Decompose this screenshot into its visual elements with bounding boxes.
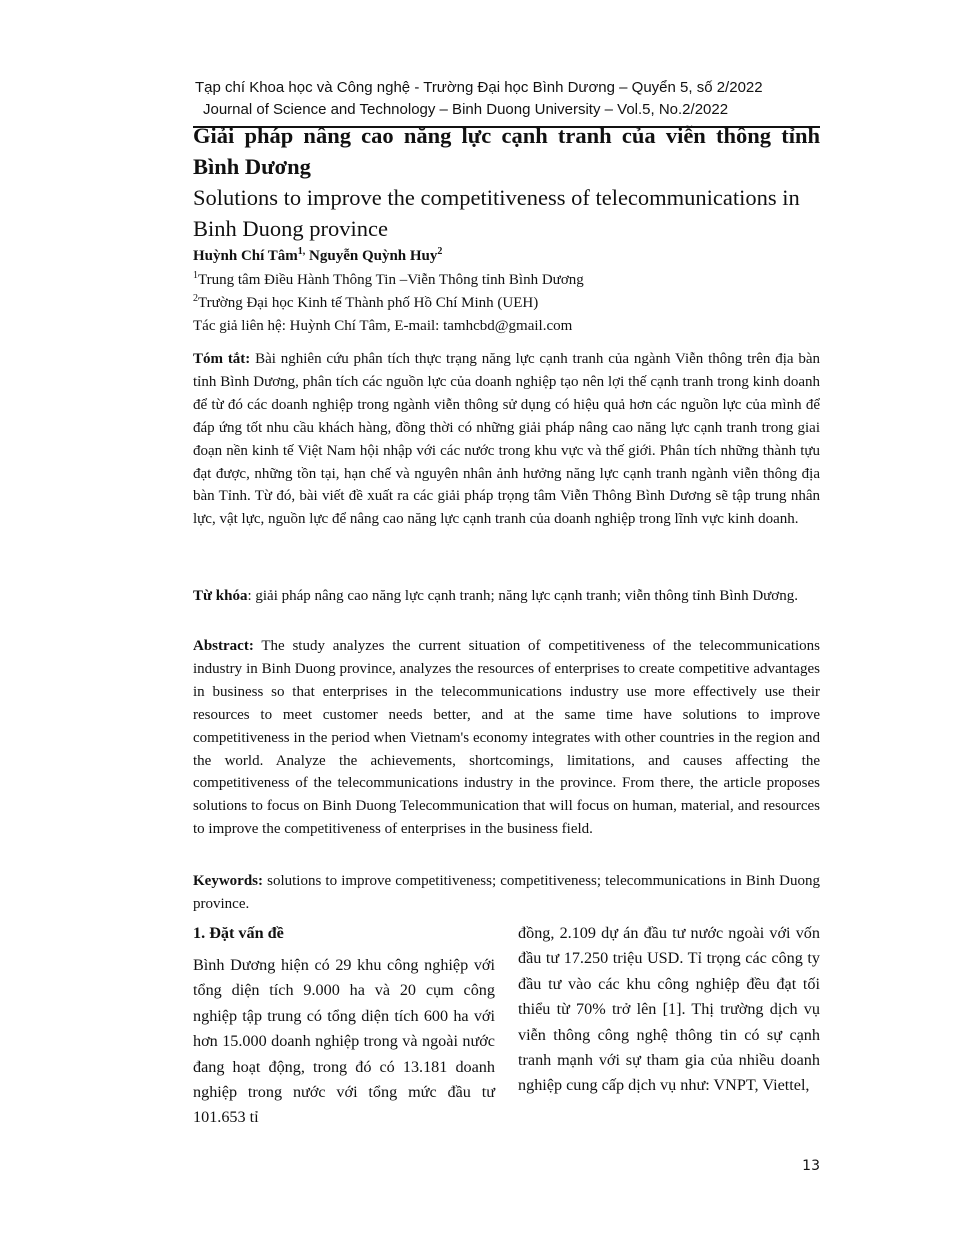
keywords-en-text: solutions to improve competitiveness; competitiveness; telecommunications in Binh Duong province.	[193, 873, 820, 912]
keywords-en-label: Keywords:	[193, 873, 263, 889]
affiliation-2-sup: 2	[193, 293, 198, 304]
author-1-sup: 1,	[297, 246, 306, 257]
keywords-vi-text: : giải pháp nâng cao năng lực cạnh tranh; năng lực cạnh tranh; viễn thông tỉnh Bình Dương.	[247, 588, 798, 604]
author-1: Huỳnh Chí Tâm	[193, 248, 298, 264]
page-number: 13	[802, 1158, 820, 1174]
section-1-left-column: Bình Dương hiện có 29 khu công nghiệp với tổng diện tích 9.000 ha và 20 cụm công nghiệp tập trung có tổng diện tích 600 ha với hơn 15.000 doanh nghiệp trong và ngoài nước đang hoạt động, trong đó có 13.181 doanh nghiệp trong nước với tổng mức đầu tư 101.653 tỉ	[193, 956, 495, 1127]
abstract-en	[193, 635, 820, 841]
affiliation-2	[193, 292, 820, 315]
journal-header-en: Journal of Science and Technology – Binh Duong University – Vol.5, No.2/2022	[203, 101, 729, 118]
journal-header-vi: Tạp chí Khoa học và Công nghệ - Trường Đại học Bình Dương – Quyển 5, số 2/2022	[195, 79, 763, 96]
author-2-sup: 2	[437, 246, 443, 257]
keywords-en	[193, 870, 820, 916]
corresponding-author: Tác giả liên hệ: Huỳnh Chí Tâm, E-mail: tamhcbd@gmail.com	[193, 318, 573, 334]
affiliation-1-text: Trung tâm Điều Hành Thông Tin –Viễn Thông tỉnh Bình Dương	[198, 272, 584, 288]
abstract-vi-label: Tóm tắt:	[193, 351, 251, 367]
author-2: Nguyễn Quỳnh Huy	[305, 248, 438, 264]
abstract-vi	[193, 348, 820, 531]
affiliation-2-text: Trường Đại học Kinh tế Thành phố Hồ Chí Minh (UEH)	[198, 295, 539, 311]
section-1-heading: 1. Đặt vấn đề	[193, 924, 284, 942]
keywords-vi-label: Từ khóa	[193, 588, 248, 604]
authors	[193, 245, 820, 268]
abstract-vi-text: Bài nghiên cứu phân tích thực trạng năng lực cạnh tranh của ngành Viễn thông trên địa bàn tỉnh Bình Dương, phân tích các nguồn lực của doanh nghiệp tạo nên lợi thế cạnh tranh trong kinh doanh để từ đó các doanh nghiệp trong ngành viễn thông sử dụng có hiệu quả hơn các nguồn lực của mình để đáp ứng tốt nhu cầu khách hàng, đồng thời có những giải pháp nâng cao năng lực cạnh tranh trong giai đoạn nền kinh tế Việt Nam hội nhập với các nước trong khu vực và thế giới. Phân tích những thành tựu đạt được, những tồn tại, hạn chế và nguyên nhân ảnh hưởng năng lực cạnh tranh ngành viễn thông địa bàn Tỉnh. Từ đó, bài viết đề xuất ra các giải pháp trọng tâm Viễn Thông Bình Dương sẽ tập trung nhân lực, vật lực, nguồn lực để nâng cao năng lực cạnh tranh của doanh nghiệp trong lĩnh vực kinh doanh.	[193, 351, 820, 528]
article-title-en: Solutions to improve the competitiveness of telecommunications in Binh Duong province	[193, 185, 800, 241]
abstract-en-label: Abstract:	[193, 638, 254, 654]
article-title-vi: Giải pháp nâng cao năng lực cạnh tranh của viễn thông tỉnh Bình Dương	[193, 123, 820, 179]
affiliation-1	[193, 269, 820, 292]
section-1-right-column: đồng, 2.109 dự án đầu tư nước ngoài với vốn đầu tư 17.250 triệu USD. Tỉ trọng các công ty đầu tư vào các khu công nghiệp đều đạt tối thiểu từ 70% trở lên [1]. Thị trường dịch vụ viễn thông công nghệ thông tin có sự cạnh tranh mạnh với sự tham gia của nhiều doanh nghiệp cung cấp dịch vụ như: VNPT, Viettel,	[518, 924, 820, 1095]
keywords-vi	[193, 585, 820, 608]
affiliation-1-sup: 1	[193, 270, 198, 281]
abstract-en-text: The study analyzes the current situation of competitiveness of the telecommunications industry in Binh Duong province, analyzes the resources of enterprises to create competitive advantages in business so that enterprises in the telecommunications industry use more effectively use their resources to meet customer needs better, and at the same time have solutions to improve competitiveness in the period when Vietnam's economy integrates with other countries in the region and the world. Analyze the achievements, shortcomings, limitations, and causes affecting the competitiveness of the telecommunications industry in the province. From there, the article proposes solutions to focus on Binh Duong Telecommunication that will focus on human, material, and resources to improve the competitiveness of enterprises in the business field.	[193, 638, 820, 838]
